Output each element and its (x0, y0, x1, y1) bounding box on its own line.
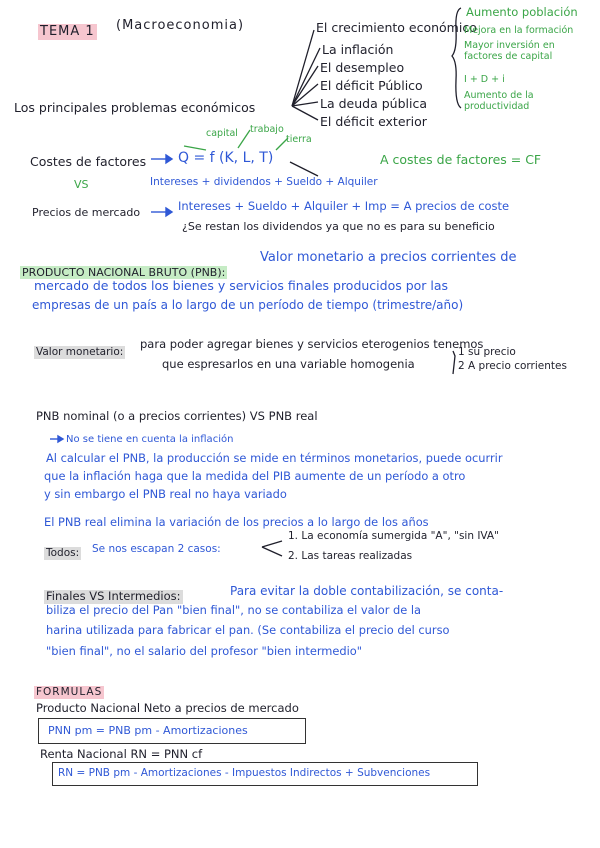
finales-text: biliza el precio del Pan "bien final", no se contabiliza el valor de la (46, 603, 422, 617)
pnb-definition: Valor monetario a precios corrientes de (260, 250, 517, 265)
valor-text: para poder agregar bienes y servicios eterogenios tenemos (140, 337, 484, 351)
arrow-to-external (292, 106, 318, 120)
rn-formula: RN = PNB pm - Amortizaciones - Impuestos Indirectos + Subvenciones (58, 767, 431, 779)
costs-result: A costes de factores = CF (380, 152, 542, 167)
trabajo-label: trabajo (250, 124, 284, 135)
problem-item: El déficit Público (320, 78, 423, 93)
production-formula: Q = f (K, L, T) (178, 150, 274, 166)
pnn-formula: PNN pm = PNB pm - Amortizaciones (48, 724, 248, 737)
problem-item: La deuda pública (320, 96, 427, 111)
finales-term: Finales VS Intermedios: (46, 589, 181, 603)
tierra-label: tierra (286, 134, 312, 145)
todos-text: Se nos escapan 2 casos: (92, 543, 221, 555)
growth-note: I + D + i (464, 74, 505, 85)
problems-intro: Los principales problemas económicos (14, 100, 256, 115)
formulas-heading: FORMULAS (36, 686, 103, 698)
nominal-paragraph: que la inflación haga que la medida del PIB aumente de un período a otro (44, 469, 466, 483)
finales-text: harina utilizada para fabricar el pan. (Se contabiliza el precio del curso (46, 623, 450, 637)
problem-item: El déficit exterior (320, 114, 427, 129)
todos-term: Todos: (46, 547, 80, 559)
finales-text: "bien final", no el salario del profesor "bien intermedio" (46, 644, 363, 658)
problem-item: El crecimiento económico (316, 20, 477, 35)
growth-note: Mayor inversión en factores de capital (464, 40, 555, 63)
nominal-paragraph: El PNB real elimina la variación de los precios a lo largo de los años (44, 515, 429, 529)
growth-note: Aumento de la productividad (464, 90, 534, 113)
problem-item: La inflación (322, 42, 394, 57)
rn-title: Renta Nacional RN = PNN cf (40, 747, 203, 761)
nominal-note: No se tiene en cuenta la inflación (66, 434, 234, 445)
market-label: Precios de mercado (32, 206, 141, 219)
market-formula: Intereses + Sueldo + Alquiler + Imp = A precios de coste (178, 199, 510, 213)
pnn-title: Producto Nacional Neto a precios de mercado (36, 701, 299, 715)
subject-title: (Macroeconomia) (116, 18, 245, 33)
valor-term: Valor monetario: (36, 346, 124, 358)
pnb-term: PRODUCTO NACIONAL BRUTO (PNB): (22, 266, 226, 279)
valor-option: 2 A precio corrientes (458, 360, 567, 372)
problem-item: El desempleo (320, 60, 405, 75)
todos-case: 2. Las tareas realizadas (288, 550, 413, 562)
valor-option: 1 su precio (458, 346, 516, 358)
costs-detail: Intereses + dividendos + Sueldo + Alquiler (150, 176, 378, 188)
arrow-to-unemployment (292, 66, 318, 106)
growth-note: Mejora en la formación (464, 25, 574, 36)
finales-text: Para evitar la doble contabilización, se conta- (230, 584, 504, 598)
tema-title: TEMA 1 (40, 24, 95, 39)
valor-text: que espresarlos en una variable homogenia (162, 357, 415, 371)
nominal-paragraph: y sin embargo el PNB real no haya variado (44, 487, 287, 501)
todos-case: 1. La economía sumergida "A", "sin IVA" (288, 530, 499, 542)
capital-label: capital (206, 128, 238, 139)
growth-note: Aumento población (466, 5, 578, 19)
pnb-definition: mercado de todos los bienes y servicios finales producidos por las (34, 278, 449, 293)
costs-label: Costes de factores (30, 154, 147, 169)
pnb-definition: empresas de un país a lo largo de un período de tiempo (trimestre/año) (32, 298, 464, 312)
market-question: ¿Se restan los dividendos ya que no es para su beneficio (182, 220, 495, 233)
nominal-paragraph: Al calcular el PNB, la producción se mide en términos monetarios, puede ocurrir (46, 451, 503, 465)
vs-label: VS (74, 178, 89, 191)
nominal-term: PNB nominal (o a precios corrientes) VS PNB real (36, 409, 318, 423)
